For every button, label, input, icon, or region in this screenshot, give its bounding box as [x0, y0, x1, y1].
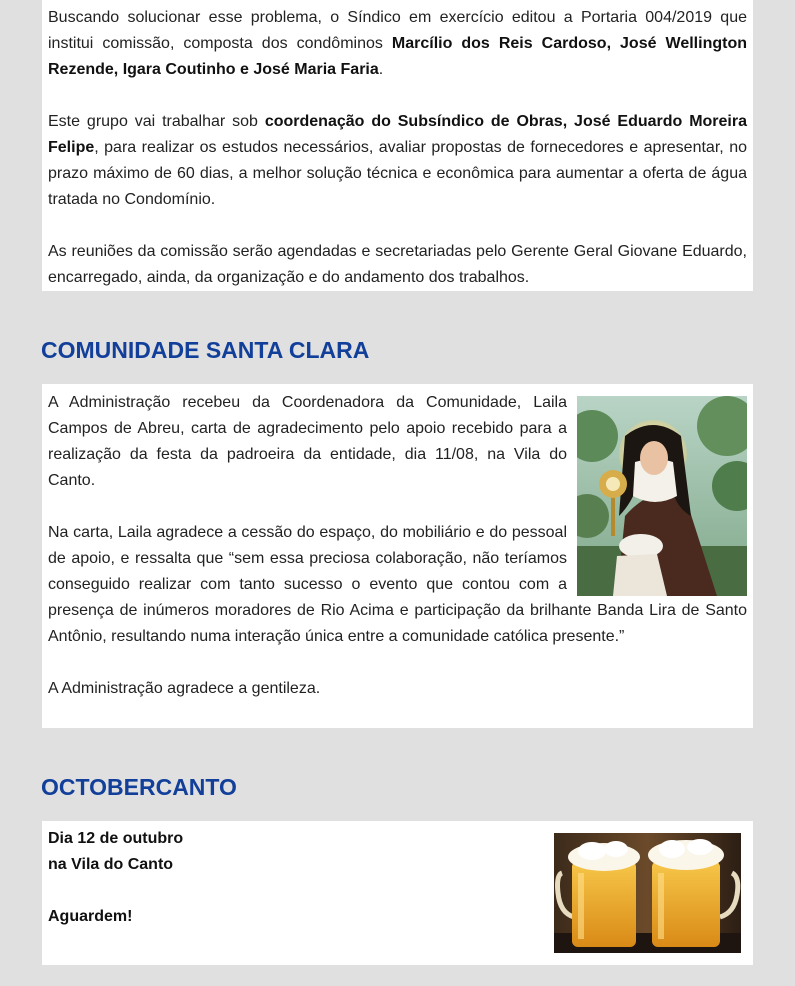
event-location: na Vila do Canto — [48, 856, 174, 873]
santa-clara-paragraph-2: Na carta, Laila agradece a cessão do espaço, do mobiliário e do pessoal de apoio, e ressalta que “sem essa preciosa colaboração, não teríamos conseguido realizar com tanto sucesso o evento que contou com a presença de inúmeros moradores de Rio Acima e participação da brilhante Banda Lira de Santo Antônio, resultando numa interação única entre a comunidade católica presente.” — [48, 524, 747, 645]
saint-clare-icon — [577, 396, 747, 596]
coordination-text: coordenação do Subsíndico de Obras, José Eduardo Moreira Felipe — [48, 113, 747, 156]
intro-p2-text: Este grupo vai trabalhar sob — [48, 113, 265, 130]
intro-p1-end: . — [378, 61, 384, 78]
santa-clara-card — [42, 384, 753, 728]
commission-members: Marcílio dos Reis Cardoso, José Wellington Rezende, Igara Coutinho e José Maria Faria — [48, 35, 747, 78]
intro-paragraph-1 — [48, 5, 747, 83]
event-teaser: Aguardem! — [48, 908, 133, 925]
intro-p2-end: , para realizar os estudos necessários, avaliar propostas de fornecedores e apresentar, no prazo máximo de 60 dias, a melhor solução técnica e econômica para aumentar a oferta de água tratada no Condomínio. — [48, 139, 747, 208]
intro-card — [42, 0, 753, 291]
octobercanto-heading: OCTOBERCANTO — [41, 774, 237, 800]
beer-mugs-icon — [554, 833, 741, 953]
intro-p1-text: Buscando solucionar esse problema, o Síndico em exercício editou a Portaria 004/2019 que institui comissão, composta dos condôminos — [48, 9, 747, 52]
santa-clara-paragraph-1: A Administração recebeu da Coordenadora da Comunidade, Laila Campos de Abreu, carta de agradecimento pelo apoio recebido para a realização da festa da padroeira da entidade, dia 11/08, na Vila do Canto. — [48, 394, 567, 489]
intro-paragraph-2 — [48, 109, 747, 213]
event-date: Dia 12 de outubro — [48, 830, 184, 847]
santa-clara-heading: COMUNIDADE SANTA CLARA — [41, 337, 370, 363]
octobercanto-card — [42, 821, 753, 965]
santa-clara-paragraph-3: A Administração agradece a gentileza. — [48, 680, 321, 697]
intro-paragraph-3: As reuniões da comissão serão agendadas e secretariadas pelo Gerente Geral Giovane Eduardo, encarregado, ainda, da organização e do andamento dos trabalhos. — [48, 243, 747, 286]
